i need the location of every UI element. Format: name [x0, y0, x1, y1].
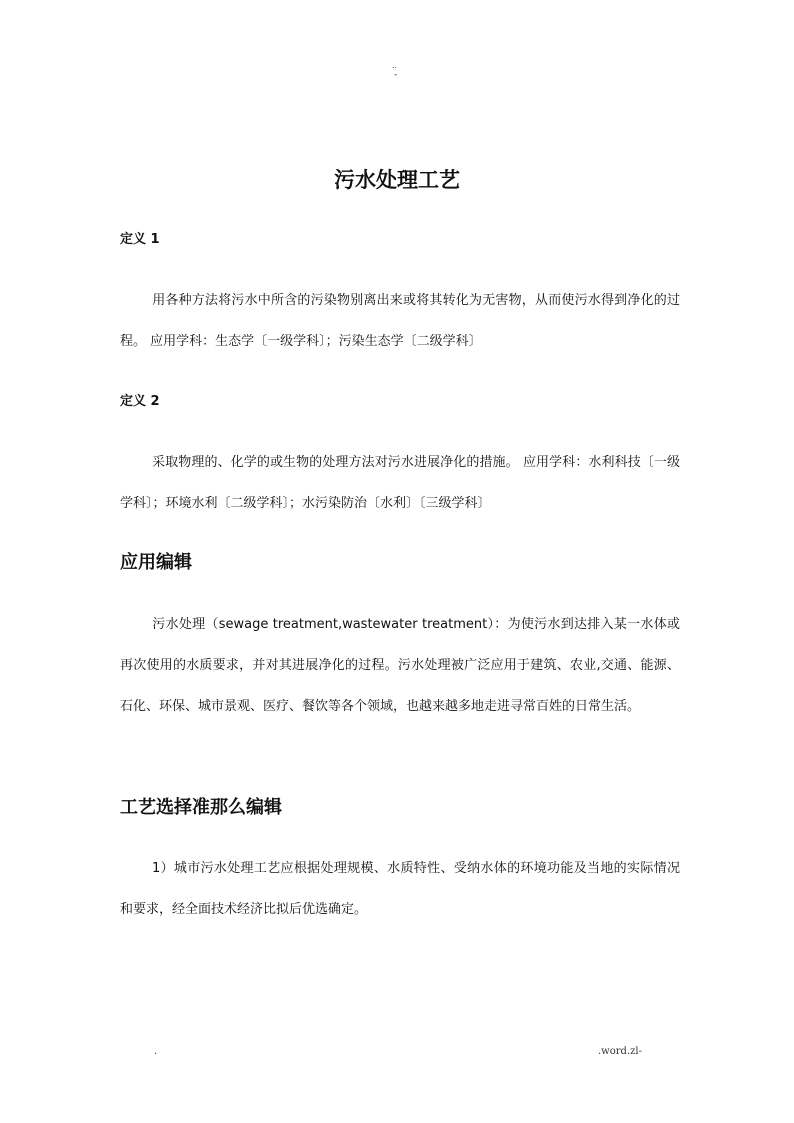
- header-dash: -: [394, 70, 398, 80]
- definition-1-paragraph: [120, 280, 680, 362]
- application-paragraph: [120, 604, 680, 727]
- definition-2-text: 采取物理的、化学的或生物的处理方法对污水进展净化的措施。 应用学科：水利科技〔一级学科〕；环境水利〔二级学科〕；水污染防治〔水利〕〔三级学科〕: [120, 455, 680, 511]
- application-heading: 应用编辑: [120, 552, 192, 573]
- definition-2-heading: 定义 2: [120, 394, 160, 409]
- definition-2-paragraph: [120, 442, 680, 524]
- document-title: 污水处理工艺: [334, 168, 460, 192]
- process-selection-text: 1）城市污水处理工艺应根据处理规模、水质特性、受纳水体的环境功能及当地的实际情况和要求，经全面技术经济比拟后优选确定。: [120, 861, 680, 917]
- process-selection-paragraph: [120, 848, 680, 930]
- definition-1-heading: 定义 1: [120, 232, 160, 247]
- footer-right-mark: .word.zl-: [598, 1046, 642, 1057]
- header-dots: ..: [392, 61, 398, 70]
- footer-left-mark: .: [154, 1046, 158, 1057]
- process-selection-heading: 工艺选择准那么编辑: [120, 797, 282, 818]
- definition-1-text: 用各种方法将污水中所含的污染物别离出来或将其转化为无害物，从而使污水得到净化的过程。 应用学科：生态学〔一级学科〕；污染生态学〔二级学科〕: [120, 293, 680, 349]
- application-text: 污水处理（sewage treatment,wastewater treatment）：为使污水到达排入某一水体或再次使用的水质要求，并对其进展净化的过程。污水处理被广泛应用于建筑、农业,交通、能源、石化、环保、城市景观、医疗、餐饮等各个领域，也越来越多地走进寻常百姓的日常生活。: [120, 617, 680, 714]
